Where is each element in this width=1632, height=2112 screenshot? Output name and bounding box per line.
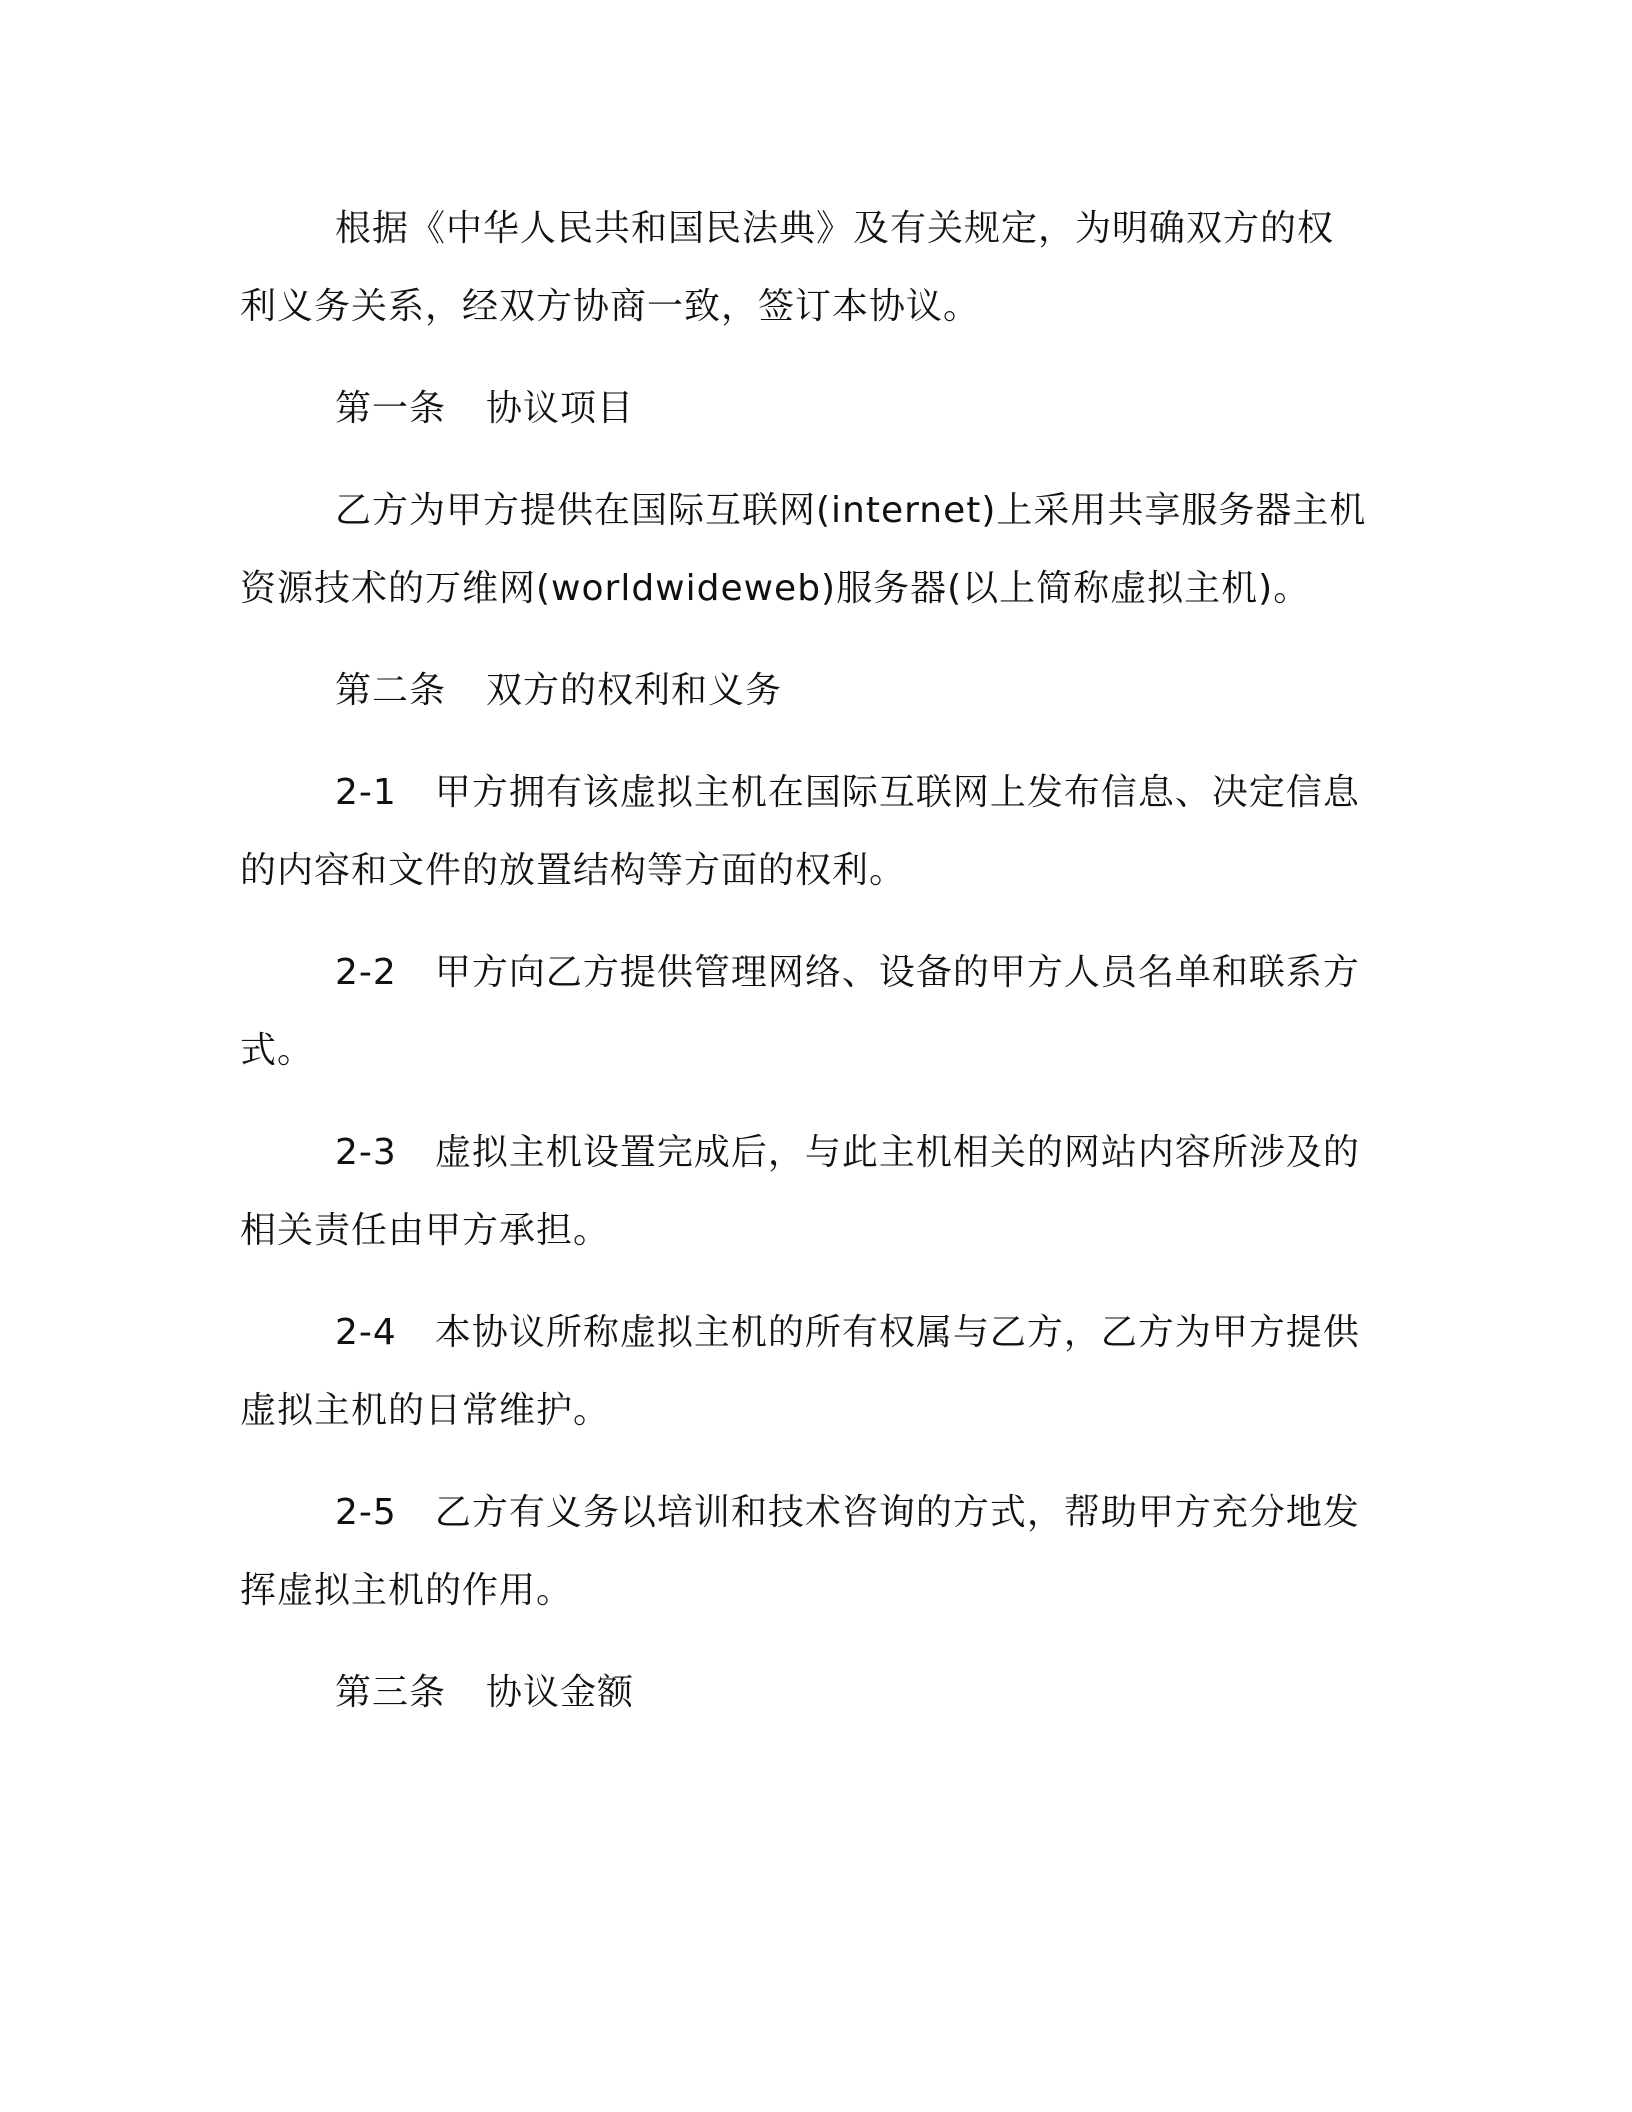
clause-2-2-text: 甲方向乙方提供管理网络、设备的甲方人员名单和联系方式。 (240, 952, 1360, 1071)
intro-paragraph: 根据《中华人民共和国民法典》及有关规定，为明确双方的权利义务关系，经双方协商一致，签订本协议。 (240, 208, 1335, 327)
article-3-title: 协议金额 (486, 1672, 635, 1713)
clause-2-1-number: 2-1 (335, 772, 397, 813)
clause-2-3 (240, 1114, 1370, 1270)
article-3-heading (240, 1654, 1370, 1732)
article-2-heading (240, 652, 1370, 730)
article-1-number: 第一条 (335, 388, 447, 429)
article-3-number: 第三条 (335, 1672, 447, 1713)
article-1-body: 乙方为甲方提供在国际互联网(internet)上采用共享服务器主机资源技术的万维网(worldwideweb)服务器(以上简称虚拟主机)。 (240, 490, 1367, 609)
clause-2-4-text: 本协议所称虚拟主机的所有权属与乙方，乙方为甲方提供虚拟主机的日常维护。 (240, 1312, 1360, 1431)
clause-2-5-text: 乙方有义务以培训和技术咨询的方式，帮助甲方充分地发挥虚拟主机的作用。 (240, 1492, 1360, 1611)
article-2-number: 第二条 (335, 670, 447, 711)
clause-2-4-number: 2-4 (335, 1312, 397, 1353)
article-2-title: 双方的权利和义务 (486, 670, 783, 711)
clause-2-3-number: 2-3 (335, 1132, 397, 1173)
clause-2-5 (240, 1474, 1370, 1630)
clause-2-1-text: 甲方拥有该虚拟主机在国际互联网上发布信息、决定信息的内容和文件的放置结构等方面的权利。 (240, 772, 1360, 891)
clause-2-4 (240, 1294, 1370, 1450)
clause-2-2 (240, 934, 1370, 1090)
article-1-title: 协议项目 (486, 388, 635, 429)
clause-2-1 (240, 754, 1370, 910)
clause-2-5-number: 2-5 (335, 1492, 397, 1533)
article-1-heading (240, 370, 1370, 448)
clause-2-2-number: 2-2 (335, 952, 397, 993)
clause-2-3-text: 虚拟主机设置完成后，与此主机相关的网站内容所涉及的相关责任由甲方承担。 (240, 1132, 1360, 1251)
document-page (240, 190, 1370, 1756)
